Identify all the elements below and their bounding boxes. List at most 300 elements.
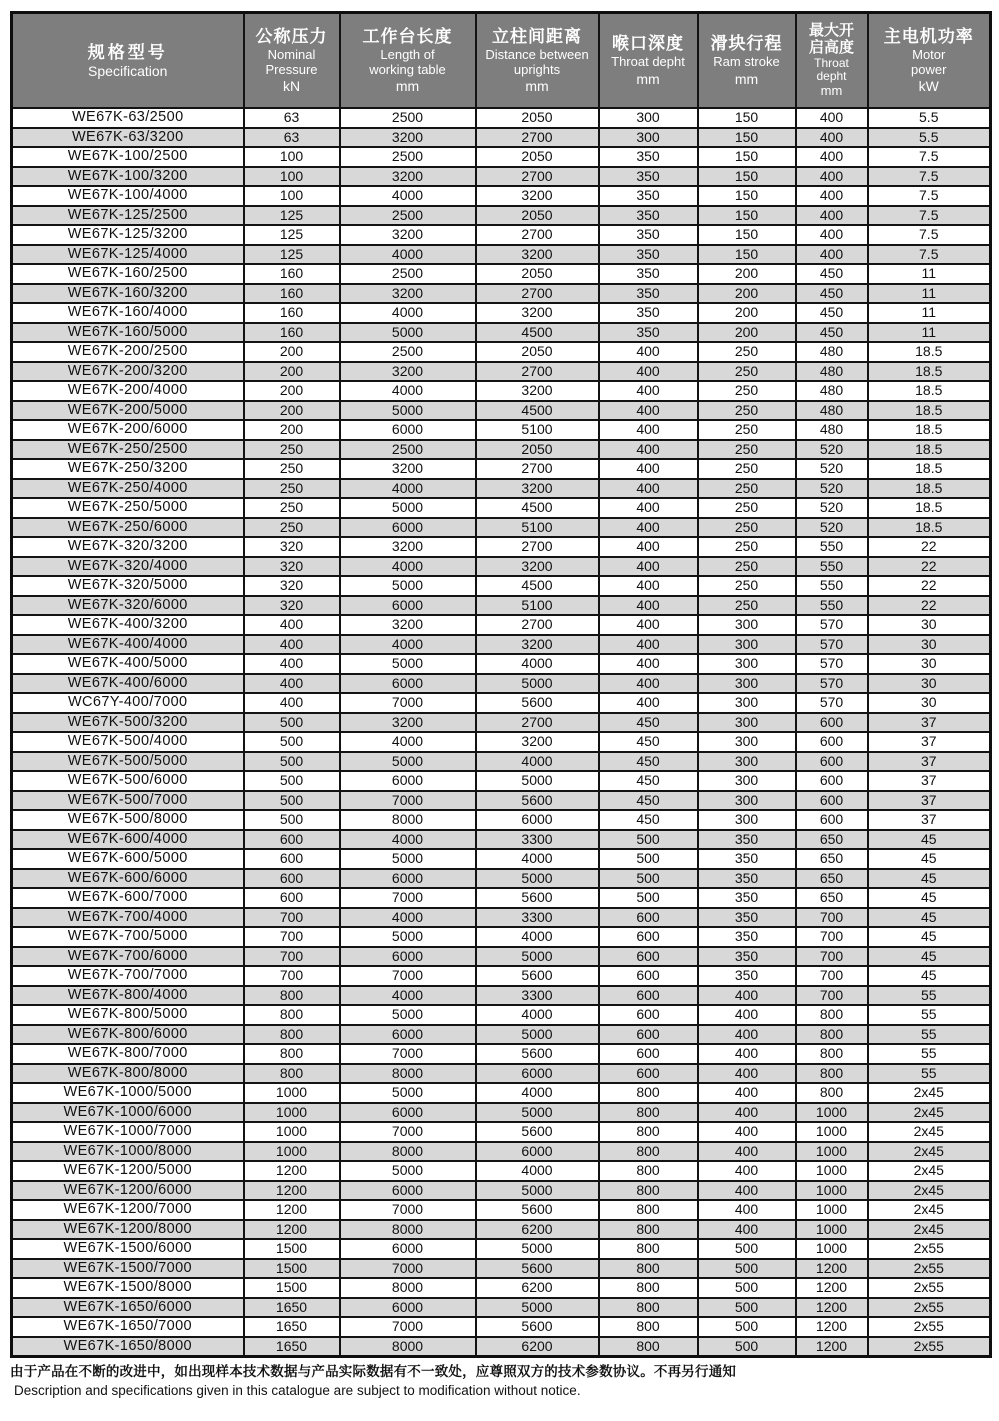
value-cell-distance-between-uprights: 5100 [476,518,599,538]
value-cell-max-opening-height: 480 [796,401,868,421]
header-unit: kW [918,78,939,94]
value-cell-working-table-length: 5000 [340,498,476,518]
value-cell-working-table-length: 8000 [340,810,476,830]
value-cell-max-opening-height: 650 [796,869,868,889]
value-cell-max-opening-height: 550 [796,596,868,616]
value-cell-nominal-pressure: 1650 [244,1337,340,1357]
value-cell-ram-stroke: 250 [698,596,796,616]
value-cell-working-table-length: 2500 [340,440,476,460]
value-cell-nominal-pressure: 700 [244,927,340,947]
column-header-throat-depth [599,13,698,109]
value-cell-max-opening-height: 1000 [796,1239,868,1259]
header-unit: mm [395,78,420,94]
value-cell-motor-power: 18.5 [868,518,991,538]
value-cell-distance-between-uprights: 3300 [476,986,599,1006]
value-cell-throat-depth: 350 [599,323,698,343]
value-cell-nominal-pressure: 160 [244,303,340,323]
value-cell-motor-power: 2x45 [868,1200,991,1220]
model-cell: WE67K-1650/8000 [12,1337,244,1357]
value-cell-throat-depth: 400 [599,498,698,518]
value-cell-max-opening-height: 480 [796,420,868,440]
model-cell: WE67K-125/4000 [12,245,244,265]
value-cell-max-opening-height: 450 [796,323,868,343]
spec-row-WE67K-600/5000 [12,849,991,869]
value-cell-max-opening-height: 1200 [796,1337,868,1357]
value-cell-max-opening-height: 570 [796,635,868,655]
spec-row-WE67K-250/3200 [12,459,991,479]
column-header-max-opening-height [796,13,868,109]
value-cell-throat-depth: 400 [599,362,698,382]
value-cell-distance-between-uprights: 5600 [476,1200,599,1220]
model-cell: WE67K-400/3200 [12,615,244,635]
spec-row-WE67K-400/4000 [12,635,991,655]
value-cell-distance-between-uprights: 2700 [476,362,599,382]
value-cell-throat-depth: 800 [599,1259,698,1279]
model-cell: WC67Y-400/7000 [12,693,244,713]
value-cell-throat-depth: 600 [599,927,698,947]
model-cell: WE67K-160/2500 [12,264,244,284]
model-cell: WE67K-800/8000 [12,1064,244,1084]
value-cell-working-table-length: 3200 [340,459,476,479]
value-cell-max-opening-height: 700 [796,986,868,1006]
value-cell-motor-power: 37 [868,713,991,733]
value-cell-ram-stroke: 400 [698,1220,796,1240]
value-cell-throat-depth: 800 [599,1142,698,1162]
value-cell-working-table-length: 5000 [340,752,476,772]
spec-row-WE67K-800/8000 [12,1064,991,1084]
value-cell-working-table-length: 7000 [340,791,476,811]
value-cell-throat-depth: 500 [599,888,698,908]
value-cell-ram-stroke: 350 [698,869,796,889]
column-header-motor-power [868,13,991,109]
value-cell-motor-power: 55 [868,1025,991,1045]
spec-row-WE67K-1500/7000 [12,1259,991,1279]
header-label-en: Throat depht [611,54,685,70]
model-cell: WE67K-1650/6000 [12,1298,244,1318]
value-cell-working-table-length: 8000 [340,1278,476,1298]
header-label-en: Nominal Pressure [265,47,318,77]
model-cell: WE67K-63/2500 [12,108,244,128]
value-cell-distance-between-uprights: 4000 [476,752,599,772]
value-cell-ram-stroke: 400 [698,986,796,1006]
value-cell-nominal-pressure: 1200 [244,1200,340,1220]
model-cell: WE67K-125/2500 [12,206,244,226]
spec-row-WE67K-500/4000 [12,732,991,752]
value-cell-distance-between-uprights: 5600 [476,791,599,811]
value-cell-ram-stroke: 300 [698,615,796,635]
spec-row-WE67K-320/3200 [12,537,991,557]
value-cell-distance-between-uprights: 5000 [476,771,599,791]
value-cell-ram-stroke: 500 [698,1239,796,1259]
value-cell-nominal-pressure: 250 [244,518,340,538]
value-cell-ram-stroke: 250 [698,362,796,382]
value-cell-ram-stroke: 150 [698,206,796,226]
value-cell-working-table-length: 5000 [340,1083,476,1103]
value-cell-max-opening-height: 700 [796,966,868,986]
value-cell-ram-stroke: 300 [698,732,796,752]
value-cell-nominal-pressure: 500 [244,752,340,772]
value-cell-working-table-length: 4000 [340,986,476,1006]
spec-row-WE67K-500/3200 [12,713,991,733]
header-label-cn: 滑块行程 [710,34,783,54]
spec-row-WE67K-200/3200 [12,362,991,382]
value-cell-distance-between-uprights: 5600 [476,888,599,908]
value-cell-distance-between-uprights: 2700 [476,615,599,635]
value-cell-ram-stroke: 250 [698,420,796,440]
spec-row-WE67K-400/6000 [12,674,991,694]
value-cell-distance-between-uprights: 5000 [476,1298,599,1318]
value-cell-distance-between-uprights: 2700 [476,225,599,245]
value-cell-motor-power: 45 [868,830,991,850]
value-cell-distance-between-uprights: 3200 [476,557,599,577]
value-cell-working-table-length: 6000 [340,420,476,440]
value-cell-ram-stroke: 400 [698,1025,796,1045]
spec-row-WE67K-1500/8000 [12,1278,991,1298]
value-cell-max-opening-height: 1000 [796,1181,868,1201]
value-cell-throat-depth: 350 [599,284,698,304]
value-cell-throat-depth: 600 [599,947,698,967]
header-label-cn: 最大开 启高度 [808,22,854,56]
value-cell-ram-stroke: 350 [698,947,796,967]
spec-row-WE67K-1000/6000 [12,1103,991,1123]
value-cell-working-table-length: 8000 [340,1220,476,1240]
value-cell-throat-depth: 450 [599,732,698,752]
value-cell-throat-depth: 400 [599,440,698,460]
value-cell-motor-power: 37 [868,791,991,811]
value-cell-throat-depth: 400 [599,576,698,596]
value-cell-working-table-length: 2500 [340,206,476,226]
value-cell-ram-stroke: 150 [698,167,796,187]
value-cell-ram-stroke: 400 [698,1064,796,1084]
value-cell-motor-power: 2x55 [868,1278,991,1298]
model-cell: WE67K-800/6000 [12,1025,244,1045]
value-cell-working-table-length: 6000 [340,1298,476,1318]
value-cell-motor-power: 18.5 [868,459,991,479]
model-cell: WE67K-100/4000 [12,186,244,206]
value-cell-motor-power: 30 [868,693,991,713]
spec-row-WE67K-250/4000 [12,479,991,499]
value-cell-distance-between-uprights: 3200 [476,303,599,323]
value-cell-ram-stroke: 250 [698,459,796,479]
model-cell: WE67K-200/5000 [12,401,244,421]
value-cell-distance-between-uprights: 3200 [476,479,599,499]
spec-row-WE67K-160/3200 [12,284,991,304]
spec-row-WE67K-500/7000 [12,791,991,811]
value-cell-motor-power: 45 [868,947,991,967]
value-cell-throat-depth: 600 [599,986,698,1006]
value-cell-motor-power: 55 [868,986,991,1006]
value-cell-distance-between-uprights: 2050 [476,147,599,167]
model-cell: WE67K-800/4000 [12,986,244,1006]
model-cell: WE67K-320/5000 [12,576,244,596]
value-cell-max-opening-height: 520 [796,498,868,518]
spec-row-WE67K-600/7000 [12,888,991,908]
value-cell-motor-power: 7.5 [868,147,991,167]
value-cell-ram-stroke: 250 [698,576,796,596]
value-cell-max-opening-height: 400 [796,186,868,206]
value-cell-max-opening-height: 520 [796,518,868,538]
value-cell-working-table-length: 6000 [340,1103,476,1123]
model-cell: WE67K-700/6000 [12,947,244,967]
value-cell-distance-between-uprights: 3200 [476,186,599,206]
value-cell-throat-depth: 300 [599,108,698,128]
spec-row-WE67K-160/2500 [12,264,991,284]
value-cell-motor-power: 37 [868,810,991,830]
value-cell-max-opening-height: 450 [796,284,868,304]
value-cell-nominal-pressure: 1200 [244,1161,340,1181]
value-cell-distance-between-uprights: 4500 [476,576,599,596]
value-cell-working-table-length: 2500 [340,108,476,128]
spec-row-WE67K-400/3200 [12,615,991,635]
model-cell: WE67K-800/7000 [12,1044,244,1064]
value-cell-max-opening-height: 800 [796,1044,868,1064]
value-cell-throat-depth: 800 [599,1122,698,1142]
value-cell-working-table-length: 7000 [340,966,476,986]
value-cell-working-table-length: 7000 [340,888,476,908]
value-cell-working-table-length: 4000 [340,381,476,401]
value-cell-max-opening-height: 1200 [796,1278,868,1298]
value-cell-distance-between-uprights: 2050 [476,342,599,362]
model-cell: WE67K-500/5000 [12,752,244,772]
value-cell-motor-power: 7.5 [868,225,991,245]
value-cell-nominal-pressure: 400 [244,615,340,635]
table-header [12,13,991,109]
value-cell-working-table-length: 6000 [340,1025,476,1045]
value-cell-ram-stroke: 400 [698,1044,796,1064]
value-cell-nominal-pressure: 320 [244,557,340,577]
value-cell-max-opening-height: 450 [796,303,868,323]
spec-row-WE67K-800/7000 [12,1044,991,1064]
value-cell-distance-between-uprights: 5000 [476,947,599,967]
value-cell-working-table-length: 6000 [340,771,476,791]
value-cell-throat-depth: 600 [599,1064,698,1084]
value-cell-distance-between-uprights: 5000 [476,1103,599,1123]
footnote-english: Description and specifications given in this catalogue are subject to modification without notice. [14,1383,581,1398]
value-cell-throat-depth: 800 [599,1278,698,1298]
model-cell: WE67K-250/6000 [12,518,244,538]
value-cell-motor-power: 22 [868,537,991,557]
spec-row-WE67K-100/4000 [12,186,991,206]
spec-row-WE67K-700/7000 [12,966,991,986]
spec-row-WE67K-1200/7000 [12,1200,991,1220]
value-cell-distance-between-uprights: 5600 [476,693,599,713]
value-cell-motor-power: 7.5 [868,186,991,206]
value-cell-nominal-pressure: 1000 [244,1142,340,1162]
spec-row-WE67K-700/6000 [12,947,991,967]
value-cell-distance-between-uprights: 2700 [476,284,599,304]
value-cell-motor-power: 2x45 [868,1142,991,1162]
value-cell-distance-between-uprights: 6000 [476,1064,599,1084]
column-header-ram-stroke [698,13,796,109]
spec-row-WE67K-1200/5000 [12,1161,991,1181]
model-cell: WE67K-125/3200 [12,225,244,245]
value-cell-working-table-length: 2500 [340,342,476,362]
spec-row-WE67K-1000/7000 [12,1122,991,1142]
value-cell-nominal-pressure: 800 [244,1005,340,1025]
value-cell-max-opening-height: 400 [796,167,868,187]
model-cell: WE67K-700/4000 [12,908,244,928]
value-cell-distance-between-uprights: 6000 [476,810,599,830]
spec-row-WE67K-1650/7000 [12,1317,991,1337]
spec-row-WE67K-200/4000 [12,381,991,401]
spec-row-WE67K-1200/8000 [12,1220,991,1240]
value-cell-nominal-pressure: 1500 [244,1239,340,1259]
value-cell-throat-depth: 800 [599,1083,698,1103]
value-cell-nominal-pressure: 700 [244,947,340,967]
model-cell: WE67K-250/5000 [12,498,244,518]
value-cell-motor-power: 5.5 [868,108,991,128]
value-cell-ram-stroke: 350 [698,927,796,947]
value-cell-ram-stroke: 350 [698,966,796,986]
value-cell-nominal-pressure: 160 [244,323,340,343]
value-cell-working-table-length: 5000 [340,1161,476,1181]
model-cell: WE67K-1200/7000 [12,1200,244,1220]
value-cell-max-opening-height: 650 [796,830,868,850]
value-cell-motor-power: 18.5 [868,381,991,401]
value-cell-ram-stroke: 250 [698,401,796,421]
value-cell-working-table-length: 3200 [340,167,476,187]
value-cell-throat-depth: 450 [599,810,698,830]
value-cell-distance-between-uprights: 5600 [476,1317,599,1337]
spec-row-WE67K-250/5000 [12,498,991,518]
spec-row-WE67K-500/6000 [12,771,991,791]
value-cell-ram-stroke: 300 [698,693,796,713]
value-cell-throat-depth: 400 [599,693,698,713]
value-cell-max-opening-height: 570 [796,615,868,635]
value-cell-nominal-pressure: 1500 [244,1259,340,1279]
model-cell: WE67K-250/4000 [12,479,244,499]
value-cell-ram-stroke: 500 [698,1259,796,1279]
spec-row-WE67K-200/5000 [12,401,991,421]
spec-row-WE67K-800/4000 [12,986,991,1006]
value-cell-nominal-pressure: 800 [244,1044,340,1064]
value-cell-working-table-length: 2500 [340,147,476,167]
model-cell: WE67K-320/3200 [12,537,244,557]
value-cell-max-opening-height: 800 [796,1064,868,1084]
header-unit: mm [636,70,660,87]
value-cell-max-opening-height: 400 [796,147,868,167]
value-cell-distance-between-uprights: 4500 [476,401,599,421]
value-cell-motor-power: 55 [868,1064,991,1084]
value-cell-working-table-length: 8000 [340,1064,476,1084]
value-cell-ram-stroke: 400 [698,1083,796,1103]
value-cell-max-opening-height: 700 [796,947,868,967]
value-cell-nominal-pressure: 100 [244,167,340,187]
value-cell-nominal-pressure: 200 [244,420,340,440]
model-cell: WE67K-1000/8000 [12,1142,244,1162]
value-cell-nominal-pressure: 800 [244,1064,340,1084]
spec-row-WE67K-100/2500 [12,147,991,167]
spec-row-WE67K-160/5000 [12,323,991,343]
value-cell-nominal-pressure: 400 [244,674,340,694]
value-cell-nominal-pressure: 100 [244,147,340,167]
model-cell: WE67K-160/4000 [12,303,244,323]
value-cell-motor-power: 2x55 [868,1337,991,1357]
value-cell-throat-depth: 400 [599,518,698,538]
value-cell-ram-stroke: 200 [698,303,796,323]
value-cell-ram-stroke: 300 [698,810,796,830]
value-cell-throat-depth: 800 [599,1161,698,1181]
model-cell: WE67K-320/6000 [12,596,244,616]
value-cell-ram-stroke: 200 [698,284,796,304]
value-cell-throat-depth: 450 [599,771,698,791]
value-cell-throat-depth: 400 [599,596,698,616]
spec-row-WE67K-1000/5000 [12,1083,991,1103]
value-cell-distance-between-uprights: 6200 [476,1337,599,1357]
spec-row-WE67K-1650/6000 [12,1298,991,1318]
header-label-en: Specification [88,62,168,79]
value-cell-distance-between-uprights: 5000 [476,674,599,694]
value-cell-working-table-length: 4000 [340,303,476,323]
model-cell: WE67K-1200/8000 [12,1220,244,1240]
value-cell-max-opening-height: 450 [796,264,868,284]
value-cell-ram-stroke: 400 [698,1005,796,1025]
value-cell-throat-depth: 350 [599,264,698,284]
value-cell-max-opening-height: 1000 [796,1220,868,1240]
value-cell-throat-depth: 400 [599,654,698,674]
model-cell: WE67K-500/4000 [12,732,244,752]
value-cell-nominal-pressure: 600 [244,849,340,869]
value-cell-throat-depth: 600 [599,908,698,928]
value-cell-max-opening-height: 400 [796,206,868,226]
value-cell-nominal-pressure: 700 [244,908,340,928]
value-cell-max-opening-height: 1000 [796,1122,868,1142]
value-cell-throat-depth: 350 [599,167,698,187]
value-cell-distance-between-uprights: 3300 [476,908,599,928]
spec-row-WE67K-125/2500 [12,206,991,226]
value-cell-max-opening-height: 520 [796,479,868,499]
value-cell-motor-power: 45 [868,908,991,928]
value-cell-distance-between-uprights: 2700 [476,537,599,557]
value-cell-motor-power: 2x55 [868,1298,991,1318]
value-cell-throat-depth: 400 [599,381,698,401]
value-cell-distance-between-uprights: 2700 [476,459,599,479]
model-cell: WE67K-1200/5000 [12,1161,244,1181]
model-cell: WE67K-500/8000 [12,810,244,830]
header-row [12,13,991,109]
value-cell-motor-power: 30 [868,635,991,655]
header-label-en: Ram stroke [713,54,780,70]
value-cell-throat-depth: 500 [599,849,698,869]
value-cell-working-table-length: 4000 [340,245,476,265]
value-cell-working-table-length: 6000 [340,674,476,694]
value-cell-nominal-pressure: 500 [244,713,340,733]
value-cell-distance-between-uprights: 4500 [476,498,599,518]
value-cell-max-opening-height: 550 [796,557,868,577]
value-cell-ram-stroke: 300 [698,635,796,655]
spec-row-WE67K-320/5000 [12,576,991,596]
value-cell-ram-stroke: 400 [698,1161,796,1181]
value-cell-working-table-length: 5000 [340,323,476,343]
value-cell-motor-power: 37 [868,752,991,772]
value-cell-max-opening-height: 570 [796,674,868,694]
value-cell-working-table-length: 5000 [340,401,476,421]
model-cell: WE67K-1000/6000 [12,1103,244,1123]
value-cell-motor-power: 2x55 [868,1239,991,1259]
spec-row-WE67K-100/3200 [12,167,991,187]
value-cell-nominal-pressure: 160 [244,264,340,284]
value-cell-max-opening-height: 570 [796,693,868,713]
value-cell-max-opening-height: 480 [796,342,868,362]
value-cell-max-opening-height: 480 [796,362,868,382]
header-label-en: Throat depht [814,56,849,83]
value-cell-throat-depth: 350 [599,245,698,265]
value-cell-distance-between-uprights: 5000 [476,869,599,889]
value-cell-throat-depth: 800 [599,1337,698,1357]
value-cell-ram-stroke: 250 [698,537,796,557]
value-cell-ram-stroke: 300 [698,713,796,733]
model-cell: WE67K-160/3200 [12,284,244,304]
